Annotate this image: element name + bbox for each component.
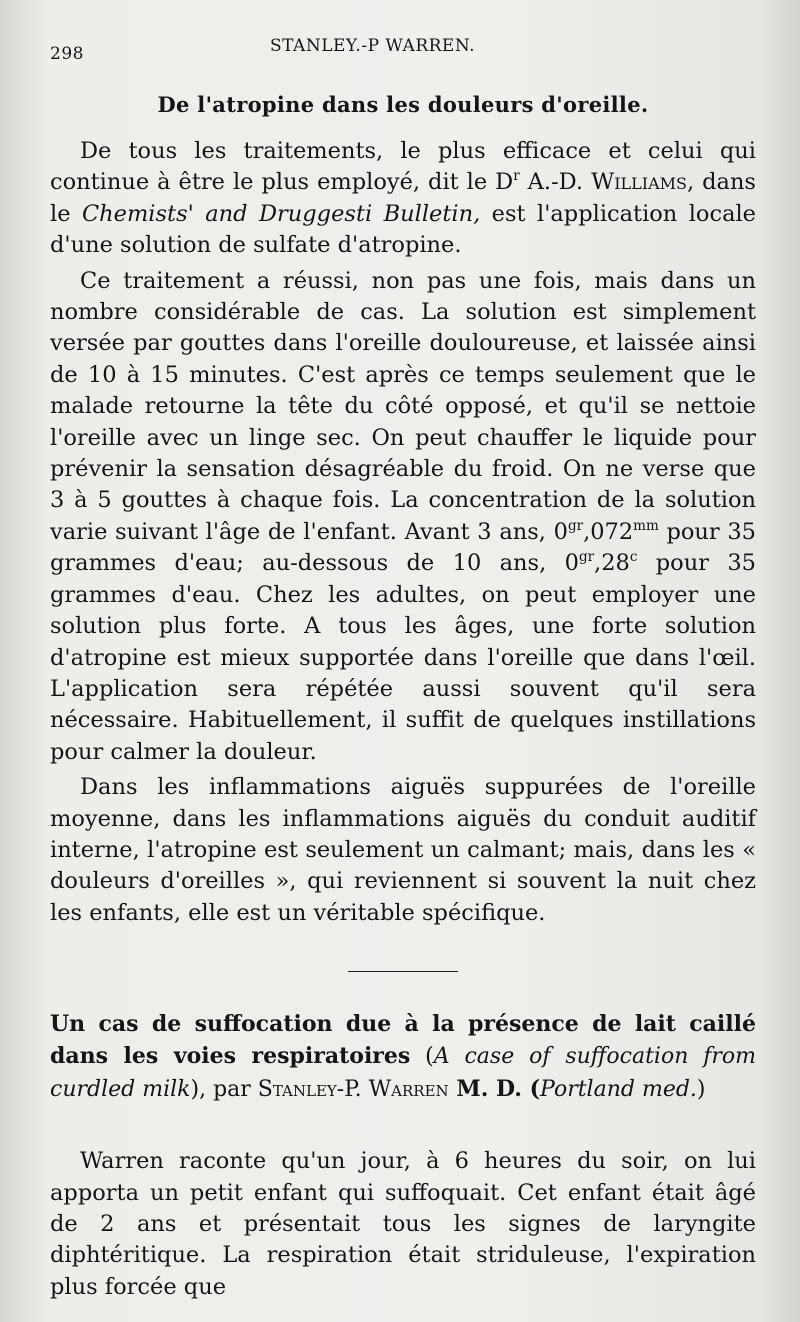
superscript: gr xyxy=(567,518,584,535)
body-text xyxy=(50,92,756,1307)
text-run: ,072 xyxy=(583,518,634,545)
superscript: c xyxy=(629,549,638,566)
page-number: 298 xyxy=(50,44,84,64)
text-run: pour 35 grammes d'eau. Chez les adultes, on peut employer une solution plus forte. A tous les âges, une forte solution d'atropine est mieux supportée dans l'oreille que dans l'œil. L'application sera répétée aussi souvent qu'il sera nécessaire. Habituellement, il suffit de quelques instillations pour calmer la douleur. xyxy=(50,550,756,765)
paragraph: Dans les inflammations aiguës suppurées de l'oreille moyenne, dans les inflammations aiguës du conduit auditif interne, l'atropine est seulement un calmant; mais, dans les « douleurs d'oreilles », qui reviennent si souvent la nuit chez les enfants, elle est un véritable spécifique. xyxy=(50,774,756,926)
section-divider xyxy=(348,971,458,972)
section-title-atropine: De l'atropine dans les douleurs d'oreille. xyxy=(157,92,649,117)
text-run: dans le xyxy=(50,169,756,227)
superscript: mm xyxy=(633,518,659,535)
text-run: ) xyxy=(696,1077,706,1103)
text-run: ,28 xyxy=(594,550,630,577)
article-title-suffocation xyxy=(50,1008,756,1106)
superscript: r xyxy=(513,168,520,185)
text-run: Ce traitement a réussi, non pas une fois, mais dans un nombre considérable de cas. La solution est simplement versée par gouttes dans l'oreille douloureuse, et laissée ainsi de 10 à 15 minutes. C'est après ce temps seulement que le malade retourne la tête du côté opposé, et qu'il se nettoie l'oreille avec un linge sec. On peut chauffer le liquide pour prévenir la sensation désagréable du froid. On ne verse que 3 à 5 gouttes à chaque fois. La concentration de la solution varie suivant l'âge de l'enfant. Avant 3 ans, 0 xyxy=(50,267,756,545)
running-head: STANLEY.-P WARREN. xyxy=(270,36,476,56)
paragraph xyxy=(50,266,756,769)
source-journal: Portland med. xyxy=(540,1077,697,1103)
text-run: pour 35 grammes d'eau; au-dessous de 10 ans, 0 xyxy=(50,518,757,577)
journal-title: Chemists' and Druggesti Bulletin, xyxy=(81,200,481,227)
title-text: Un cas de suffocation due à la présence de lait caillé dans les voies respiratoires xyxy=(50,1011,756,1070)
english-title: A case of suffocation from curdled milk xyxy=(50,1044,756,1103)
text-run: A.-D. xyxy=(519,169,592,196)
superscript: gr xyxy=(578,549,595,566)
author-name: Williams, xyxy=(591,169,695,196)
paragraph: Warren raconte qu'un jour, à 6 heures du soir, on lui apporta un petit enfant qui suffoquait. Cet enfant était âgé de 2 ans et présentait tous les signes de laryngite diphtéritique. La respiration était stridulеuse, l'expiration plus forcée que xyxy=(50,1148,756,1300)
text-run: est l'application locale d'une solution de sulfate d'atropine. xyxy=(50,200,757,259)
author-name: Stanley-P. Warren xyxy=(257,1077,449,1103)
text-run: ), par xyxy=(190,1077,258,1103)
page-header xyxy=(50,34,756,64)
text-run: ( xyxy=(410,1044,434,1070)
text-run: M. D. ( xyxy=(448,1076,541,1103)
text-run: De tous les traitements, le plus efficace et celui qui continue à être le plus employé, dit le D xyxy=(50,138,756,196)
paragraph xyxy=(50,136,756,262)
